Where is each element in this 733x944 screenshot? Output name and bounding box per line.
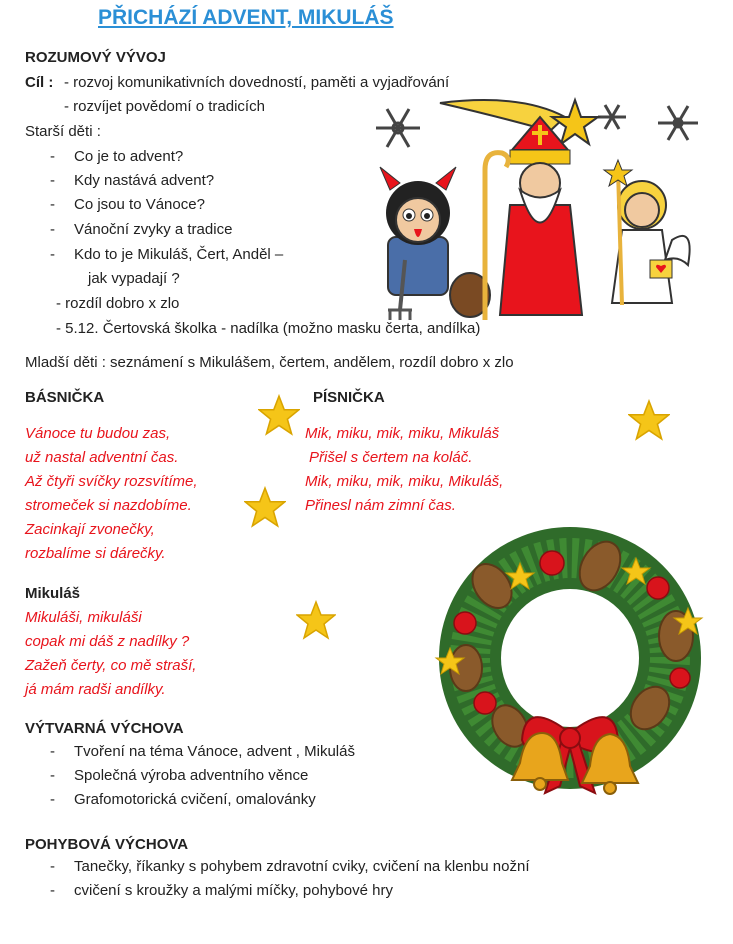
section-heading-pohybova: POHYBOVÁ VÝCHOVA xyxy=(25,836,189,853)
section-heading-basnicka: BÁSNIČKA xyxy=(25,389,105,406)
star-icon xyxy=(296,600,336,640)
star-icon xyxy=(628,399,670,441)
list-item: Co jsou to Vánoce? xyxy=(74,196,205,213)
angel-figure xyxy=(604,160,690,305)
younger-children-text: Mladší děti : seznámení s Mikulášem, čertem, andělem, rozdíl dobro x zlo xyxy=(25,354,514,371)
advent-wreath-illustration xyxy=(430,518,715,823)
star-icon xyxy=(244,486,286,528)
poem-line: stromeček si nazdobíme. xyxy=(25,497,192,514)
goal-item: - rozvoj komunikativních dovedností, paměti a vyjadřování xyxy=(64,74,450,91)
poem-line: už nastal adventní čas. xyxy=(25,449,179,466)
goal-label: Cíl : xyxy=(25,74,54,91)
list-item: Vánoční zvyky a tradice xyxy=(74,221,233,238)
list-item-continuation: jak vypadají ? xyxy=(88,270,180,287)
snowflake-icon xyxy=(598,105,626,129)
song-line: Přinesl nám zimní čas. xyxy=(305,497,456,514)
bullet-dash: - xyxy=(50,221,55,238)
bullet-dash: - xyxy=(50,791,55,808)
list-item: - rozdíl dobro x zlo xyxy=(56,295,180,312)
bullet-dash: - xyxy=(50,196,55,213)
poem-line: Mikuláši, mikuláši xyxy=(25,609,142,626)
section-heading-mikulas: Mikuláš xyxy=(25,585,81,602)
poem-line: rozbalíme si dárečky. xyxy=(25,545,166,562)
section-heading-rozumovy: ROZUMOVÝ VÝVOJ xyxy=(25,49,166,66)
bullet-dash: - xyxy=(50,743,55,760)
snowflake-icon xyxy=(376,109,420,147)
list-item: Kdy nastává advent? xyxy=(74,172,215,189)
bullet-dash: - xyxy=(50,882,55,899)
poem-line: copak mi dáš z nadílky ? xyxy=(25,633,190,650)
section-heading-vytvarna: VÝTVARNÁ VÝCHOVA xyxy=(25,720,184,737)
star-icon xyxy=(258,394,300,436)
song-line: Mik, miku, mik, miku, Mikuláš xyxy=(305,425,500,442)
list-item: Tvoření na téma Vánoce, advent , Mikuláš xyxy=(74,743,355,760)
song-line: Mik, miku, mik, miku, Mikuláš, xyxy=(305,473,504,490)
comet-star-icon xyxy=(440,100,598,144)
song-line: Přišel s čertem na koláč. xyxy=(309,449,473,466)
list-item: Kdo to je Mikuláš, Čert, Anděl – xyxy=(74,246,284,263)
devil-figure xyxy=(380,167,490,320)
goal-item: - rozvíjet povědomí o tradicích xyxy=(64,98,265,115)
list-item: Tanečky, říkanky s pohybem zdravotní cviky, cvičení na klenbu nožní xyxy=(74,858,530,875)
bullet-dash: - xyxy=(50,148,55,165)
poem-line: Zacinkají zvonečky, xyxy=(25,521,155,538)
snowflake-icon xyxy=(658,106,698,140)
list-item: Grafomotorická cvičení, omalovánky xyxy=(74,791,316,808)
list-item: Společná výroba adventního věnce xyxy=(74,767,309,784)
page-title: PŘICHÁZÍ ADVENT, MIKULÁŠ xyxy=(98,6,394,29)
bullet-dash: - xyxy=(50,172,55,189)
bullet-dash: - xyxy=(50,858,55,875)
list-item: cvičení s kroužky a malými míčky, pohybové hry xyxy=(74,882,393,899)
poem-line: Zažeň čerty, co mě straší, xyxy=(25,657,197,674)
bullet-dash: - xyxy=(50,767,55,784)
list-item: Co je to advent? xyxy=(74,148,184,165)
section-heading-pisnicka: PÍSNIČKA xyxy=(313,389,385,406)
mikulas-cert-andel-illustration xyxy=(360,95,705,320)
st-nicholas-figure xyxy=(485,117,582,320)
poem-line: já mám radši andílky. xyxy=(25,681,166,698)
bullet-dash: - xyxy=(50,246,55,263)
poem-line: Vánoce tu budou zas, xyxy=(25,425,171,442)
list-item: - 5.12. Čertovská školka - nadílka (možno masku čerta, andílka) xyxy=(56,320,481,337)
poem-line: Až čtyři svíčky rozsvítíme, xyxy=(25,473,198,490)
older-children-label: Starší děti : xyxy=(25,123,101,140)
